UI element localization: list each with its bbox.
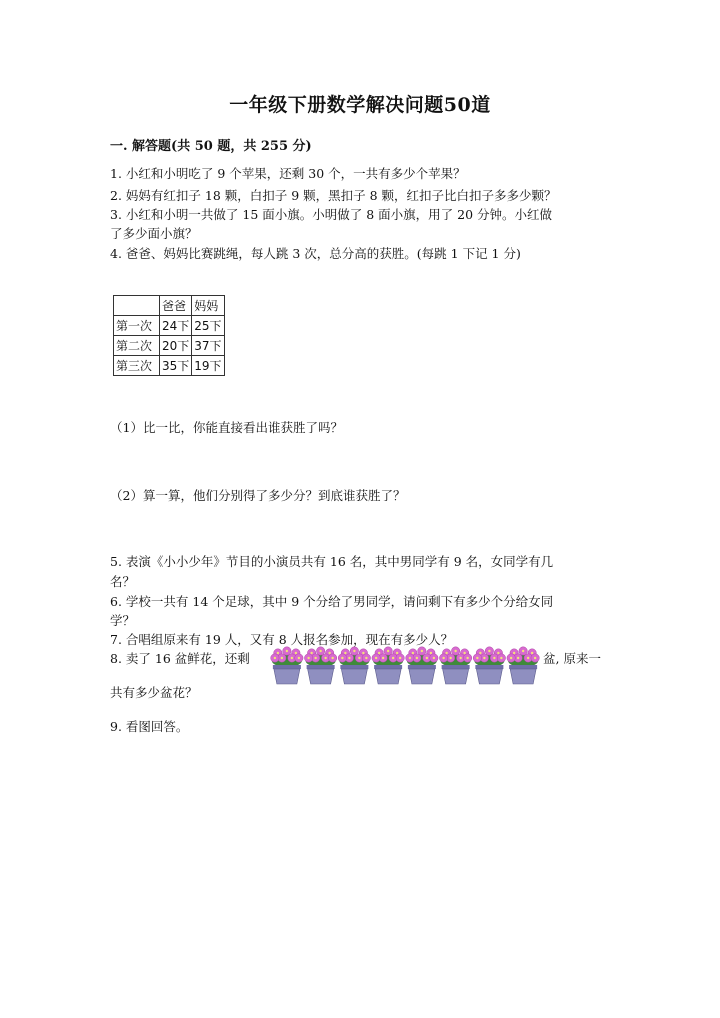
section-heading: 一. 解答题(共 50 题，共 255 分)	[110, 139, 312, 154]
flower-pot-icon	[507, 647, 539, 684]
question-9: 9. 看图回答。	[110, 719, 189, 734]
flower-pot-icon	[372, 647, 404, 684]
flower-pot-icon	[271, 647, 303, 684]
question-1: 1. 小红和小明吃了 9 个苹果，还剩 30 个，一共有多少个苹果？	[110, 166, 466, 181]
table-header-dad: 爸爸	[160, 296, 192, 316]
question-2: 2. 妈妈有红扣子 18 颗，白扣子 9 颗，黑扣子 8 颗，红扣子比白扣子多多少颗？	[110, 188, 557, 203]
table-cell: 第三次	[114, 356, 160, 376]
question-7: 7. 合唱组原来有 19 人，又有 8 人报名参加，现在有多少人？	[110, 632, 454, 647]
question-4: 4. 爸爸、妈妈比赛跳绳，每人跳 3 次，总分高的获胜。(每跳 1 下记 1 分)	[110, 246, 521, 261]
question-4-sub-1: （1）比一比，你能直接看出谁获胜了吗？	[110, 420, 343, 435]
table-cell: 第一次	[114, 316, 160, 336]
table-header-mom: 妈妈	[192, 296, 224, 316]
score-table	[113, 295, 225, 376]
table-cell: 24下	[160, 316, 192, 336]
table-cell: 25下	[192, 316, 224, 336]
table-row	[114, 336, 225, 356]
question-4-sub-2: （2）算一算，他们分别得了多少分？到底谁获胜了？	[110, 488, 406, 503]
flower-pots-image	[270, 643, 540, 685]
table-cell: 20下	[160, 336, 192, 356]
question-8-end: 共有多少盆花？	[110, 685, 198, 700]
table-cell: 35下	[160, 356, 192, 376]
question-5-line-2: 名？	[110, 574, 136, 589]
flower-pot-icon	[473, 647, 505, 684]
flower-pot-icon	[304, 647, 336, 684]
table-row	[114, 356, 225, 376]
question-3-line-2: 了多少面小旗？	[110, 226, 198, 241]
table-row	[114, 316, 225, 336]
flower-pot-icon	[406, 647, 438, 684]
question-6-line-2: 学？	[110, 613, 136, 628]
table-cell: 19下	[192, 356, 224, 376]
question-3-line-1: 3. 小红和小明一共做了 15 面小旗。小明做了 8 面小旗，用了 20 分钟。小红做	[110, 207, 553, 222]
flower-pot-icon	[439, 647, 471, 684]
question-5-line-1: 5. 表演《小小少年》节目的小演员共有 16 名，其中男同学有 9 名，女同学有几	[110, 554, 554, 569]
flower-pot-icon	[338, 647, 370, 684]
page-title: 一年级下册数学解决问题50道	[229, 94, 491, 116]
table-header-row	[114, 296, 225, 316]
table-cell: 37下	[192, 336, 224, 356]
table-cell: 第二次	[114, 336, 160, 356]
question-6-line-1: 6. 学校一共有 14 个足球，其中 9 个分给了男同学，请问剩下有多少个分给女同	[110, 594, 554, 609]
table-cell	[114, 296, 160, 316]
question-8-start: 8. 卖了 16 盆鲜花，还剩	[110, 651, 250, 666]
question-8-middle: 盆, 原来一	[543, 651, 601, 666]
